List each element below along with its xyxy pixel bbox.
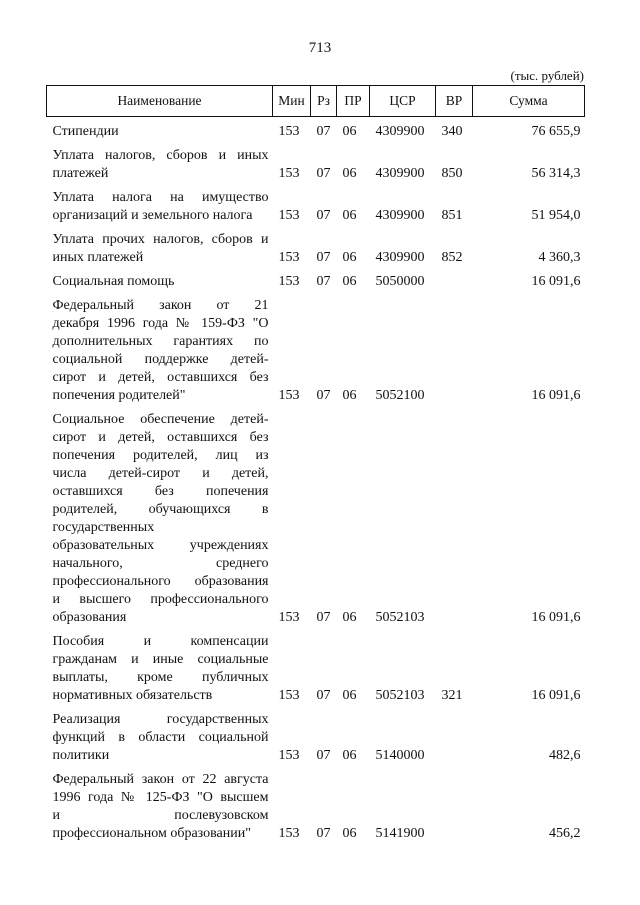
cell-csr: 4309900 [375,124,425,139]
table-body [47,117,585,844]
cell-rz: 07 [316,610,331,625]
cell-vr: 340 [441,124,463,139]
cell-pr: 06 [342,250,357,265]
cell-min: 153 [278,826,300,841]
cell-vr [436,267,473,291]
cell-rz: 07 [316,388,331,403]
name-line: гражданам и иные социальные [52,652,269,667]
cell-vr: 321 [441,688,463,703]
name-line: сирот и детей, оставшихся без [52,430,269,445]
cell-sum: 16 091,6 [531,274,581,289]
cell-vr [436,291,473,405]
name-line: выплаты, кроме публичных [52,670,269,685]
units-note: (тыс. рублей) [510,68,584,83]
name-line: Уплата прочих налогов, сборов и [52,232,269,247]
cell-min: 153 [278,748,300,763]
name-line: социальной поддержке детей- [52,352,269,367]
name-line: Реализация государственных [52,712,269,727]
cell-sum: 4 360,3 [538,250,581,265]
cell-name [47,627,273,705]
cell-sum: 16 091,6 [531,688,581,703]
budget-table [46,85,585,843]
header-sum: Сумма [473,86,585,117]
cell-vr [436,705,473,765]
table-header-row [47,86,585,117]
name-line: начального, среднего [52,556,269,571]
header-name: Наименование [47,86,273,117]
name-line: Пособия и компенсации [52,634,269,649]
name-line: нормативных обязательств [52,688,213,703]
cell-min: 153 [278,250,300,265]
cell-sum: 51 954,0 [531,208,581,223]
cell-csr: 5052103 [375,610,425,625]
cell-name [47,117,273,142]
name-line: 1996 года № 125-ФЗ "О высшем [52,790,269,805]
cell-pr: 06 [342,826,357,841]
cell-min: 153 [278,388,300,403]
name-line: декабря 1996 года № 159-ФЗ "О [52,316,269,331]
cell-name [47,405,273,627]
cell-rz: 07 [316,208,331,223]
cell-name [47,141,273,183]
cell-name [47,291,273,405]
name-line: числа детей-сирот и детей, [52,466,269,481]
cell-csr: 4309900 [375,250,425,265]
table-row [47,225,585,267]
cell-pr: 06 [342,688,357,703]
name-line: Социальная помощь [52,274,175,289]
cell-rz: 07 [316,274,331,289]
name-line: и высшего профессионального [52,592,269,607]
name-line: дополнительных гарантиях по [52,334,269,349]
cell-vr: 850 [441,166,463,181]
name-line: Уплата налогов, сборов и иных [52,148,269,163]
cell-name [47,765,273,843]
table-row [47,183,585,225]
header-csr: ЦСР [370,86,436,117]
cell-name [47,705,273,765]
header-rz: Рз [311,86,337,117]
header-min: Мин [273,86,311,117]
name-line: попечения родителей, лиц из [52,448,269,463]
cell-sum: 76 655,9 [531,124,581,139]
cell-vr: 851 [441,208,463,223]
cell-min: 153 [278,688,300,703]
name-line: Уплата налога на имущество [52,190,269,205]
cell-pr: 06 [342,388,357,403]
cell-name [47,183,273,225]
name-line: образовательных учреждениях [52,538,269,553]
name-line: платежей [52,166,109,181]
cell-pr: 06 [342,610,357,625]
table-row [47,705,585,765]
cell-csr: 5050000 [375,274,425,289]
table-row [47,627,585,705]
name-line: Социальное обеспечение детей- [52,412,269,427]
cell-rz: 07 [316,166,331,181]
cell-min: 153 [278,208,300,223]
cell-name [47,225,273,267]
cell-pr: 06 [342,124,357,139]
name-line: функций в области социальной [52,730,269,745]
name-line: государственных [52,520,155,535]
name-line: сирот и детей, оставшихся без [52,370,269,385]
cell-min: 153 [278,166,300,181]
cell-sum: 16 091,6 [531,388,581,403]
name-line: политики [52,748,110,763]
cell-rz: 07 [316,124,331,139]
cell-name [47,267,273,291]
table-row [47,405,585,627]
name-line: попечения родителей" [52,388,186,403]
cell-rz: 07 [316,826,331,841]
cell-min: 153 [278,610,300,625]
name-line: организаций и земельного налога [52,208,253,223]
cell-sum: 16 091,6 [531,610,581,625]
cell-pr: 06 [342,748,357,763]
name-line: родителей, обучающихся в [52,502,269,517]
cell-csr: 4309900 [375,166,425,181]
cell-rz: 07 [316,250,331,265]
cell-pr: 06 [342,166,357,181]
cell-rz: 07 [316,748,331,763]
cell-csr: 5052100 [375,388,425,403]
name-line: Стипендии [52,124,119,139]
cell-sum: 482,6 [549,748,581,763]
cell-csr: 4309900 [375,208,425,223]
name-line: Федеральный закон от 21 [52,298,269,313]
page-number: 713 [308,40,332,56]
cell-csr: 5052103 [375,688,425,703]
header-pr: ПР [337,86,370,117]
name-line: иных платежей [52,250,144,265]
cell-rz: 07 [316,688,331,703]
cell-min: 153 [278,124,300,139]
table-row [47,141,585,183]
table-row [47,117,585,142]
name-line: профессионального образования [52,574,269,589]
name-line: оставшихся без попечения [52,484,269,499]
cell-vr [436,405,473,627]
name-line: образования [52,610,127,625]
name-line: Федеральный закон от 22 августа [52,772,269,787]
cell-sum: 456,2 [549,826,581,841]
cell-csr: 5140000 [375,748,425,763]
name-line: профессиональном образовании" [52,826,251,841]
cell-pr: 06 [342,208,357,223]
cell-vr [436,765,473,843]
cell-csr: 5141900 [375,826,425,841]
cell-pr: 06 [342,274,357,289]
cell-min: 153 [278,274,300,289]
table-row [47,267,585,291]
cell-vr: 852 [441,250,463,265]
name-line: и послевузовском [52,808,269,823]
header-vr: ВР [436,86,473,117]
table-row [47,765,585,843]
table-row [47,291,585,405]
cell-sum: 56 314,3 [531,166,581,181]
